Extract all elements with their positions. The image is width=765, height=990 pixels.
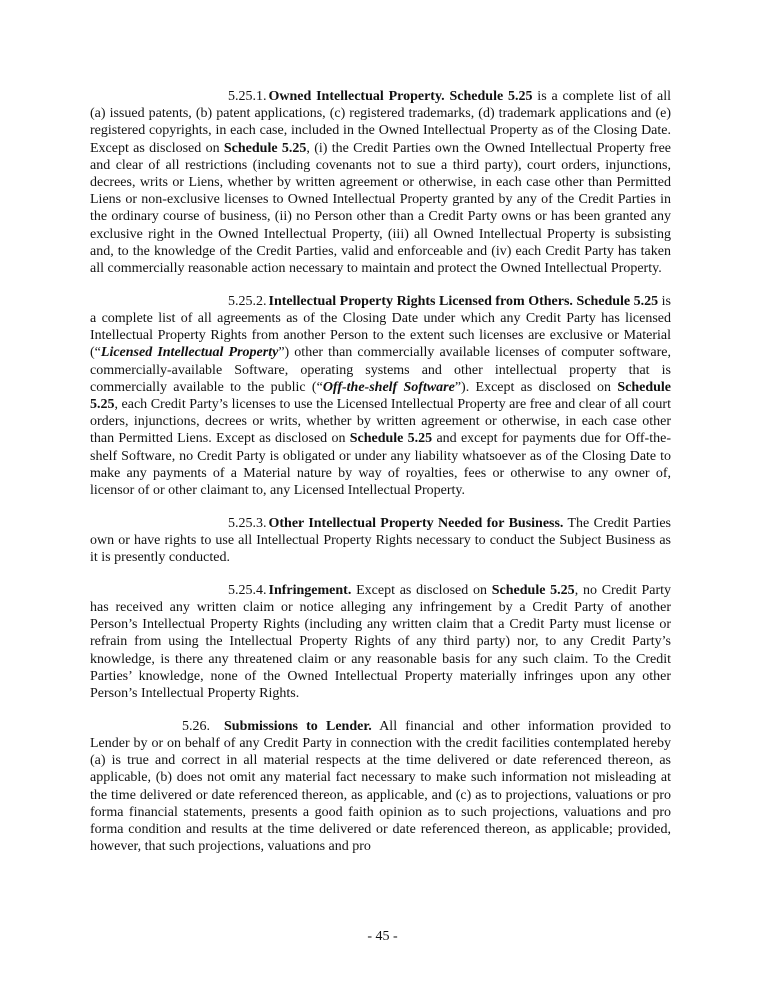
section-heading: Infringement. bbox=[268, 582, 352, 598]
emphasis-text: Schedule 5.25 bbox=[576, 293, 659, 309]
body-text: , no Credit Party has received any written claim or notice alleging any infringement by a Credit Party of another Person’s Intellectual Property Rights (including any written claim that a Credit Party must license or refrain from using the Intellectual Property Rights of any third party) nor, to any Credit Party’s knowledge, is there any threatened claim or any reasonable basis for any such claim. To the Credit Parties’ knowledge, none of the Owned Intellectual Property materially infringes upon any other Person’s Intellectual Property Rights. bbox=[90, 582, 671, 701]
section-5-25-4 bbox=[90, 582, 671, 702]
section-number: 5.25.4. bbox=[228, 582, 267, 598]
emphasis-text: Schedule 5.25 bbox=[90, 379, 671, 412]
body-text: The Credit Parties own or have rights to use all Intellectual Property Rights necessary to conduct the Subject Business as it is presently conducted. bbox=[90, 515, 671, 566]
emphasis-text: Schedule 5.25 bbox=[491, 582, 575, 598]
emphasis-text: Schedule 5.25 bbox=[349, 431, 433, 447]
body-text: is a complete list of all agreements as of the Closing Date under which any Credit Party has licensed Intellectual Property Rights from another Person to the extent such licenses are exclusive or Material (“ bbox=[90, 293, 671, 361]
section-5-25-3 bbox=[90, 515, 671, 567]
section-5-25-2 bbox=[90, 293, 671, 499]
emphasis-text: Licensed Intellectual Property bbox=[100, 345, 279, 361]
body-text: is a complete list of all (a) issued patents, (b) patent applications, (c) registered trademarks, (d) trademark applications and (e) registered copyrights, in each case, included in the Owned Intellectual Property as of the Closing Date. Except as disclosed on bbox=[90, 89, 672, 156]
emphasis-text: Schedule 5.25 bbox=[449, 89, 533, 104]
section-heading: Submissions to Lender. bbox=[224, 718, 372, 734]
body-text: , each Credit Party’s licenses to use the Licensed Intellectual Property are free and clear of all court orders, injunctions, decrees or writs, whether by written agreement or otherwise, in each case other than Permitted Liens. Except as disclosed on bbox=[90, 396, 671, 447]
section-heading: Other Intellectual Property Needed for Business. bbox=[268, 515, 564, 531]
body-text: , (i) the Credit Parties own the Owned Intellectual Property free and clear of all restrictions (including covenants not to sue a third party), court orders, injunctions, decrees, writs or Liens, whether by written agreement or otherwise, in each case other than Permitted Liens or non-exclusive licenses to Owned Intellectual Property granted by any of the Credit Parties in the ordinary course of business, (ii) no Person other than a Credit Party owns or has been granted any exclusive right in the Owned Intellectual Property, (iii) all Owned Intellectual Property is subsisting and, to the knowledge of the Credit Parties, valid and enforceable and (iv) each Credit Party has taken all commercially reasonable action necessary to maintain and protect the Owned Intellectual Property. bbox=[90, 140, 671, 277]
section-5-25-1 bbox=[90, 88, 671, 277]
section-number: 5.25.2. bbox=[228, 293, 267, 309]
body-text: and except for payments due for Off-the-shelf Software, no Credit Party is obligated or under any liability whatsoever as of the Closing Date to make any payments of a Material nature by way of royalties, fees or otherwise to any owner of, licensor of or other claimant to, any Licensed Intellectual Property. bbox=[90, 431, 671, 498]
body-text: ”) other than commercially available licenses of computer software, commercially-available Software, operating systems and other intellectual property that is commercially available to the public (“ bbox=[90, 345, 671, 395]
section-heading: Intellectual Property Rights Licensed from Others. bbox=[268, 293, 573, 309]
body-text: ”). Except as disclosed on bbox=[454, 379, 618, 395]
document-body bbox=[90, 88, 671, 871]
emphasis-text: Schedule 5.25 bbox=[223, 140, 307, 156]
section-number: 5.25.1. bbox=[228, 89, 267, 104]
section-5-26 bbox=[90, 718, 671, 856]
page-number: - 45 - bbox=[367, 929, 398, 944]
section-number: 5.25.3. bbox=[228, 515, 267, 531]
section-number: 5.26. bbox=[182, 718, 210, 734]
emphasis-text: Off-the-shelf Software bbox=[322, 379, 455, 395]
section-heading: Owned Intellectual Property. bbox=[268, 89, 445, 104]
body-text: All financial and other information provided to Lender by or on behalf of any Credit Party in connection with the credit facilities contemplated hereby (a) is true and correct in all material respects at the time delivered or date referenced thereon, as applicable, (b) does not omit any material fact necessary to make such information not misleading at the time delivered or date referenced thereon, as applicable, and (c) as to projections, valuations or pro forma financial statements, presents a good faith opinion as to such projections, valuations and pro forma condition and results at the time delivered or date referenced thereon, as applicable; provided, however, that such projections, valuations and pro bbox=[90, 718, 671, 855]
body-text: Except as disclosed on bbox=[351, 582, 492, 598]
